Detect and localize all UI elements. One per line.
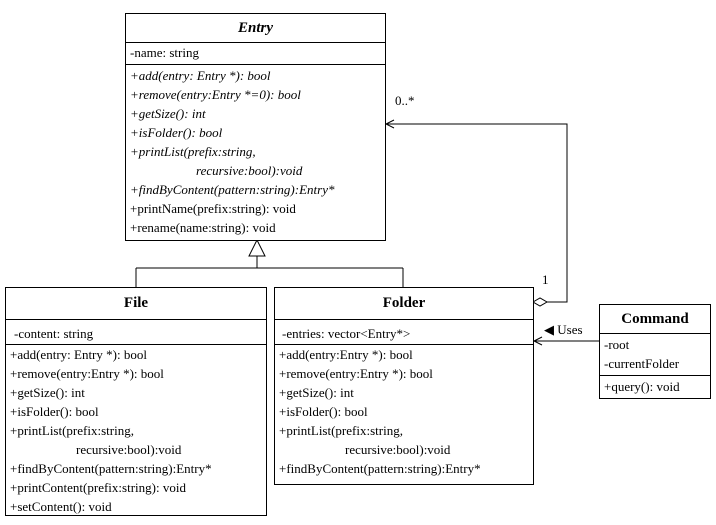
- attribute: -root: [604, 337, 630, 352]
- class-folder: [274, 287, 534, 485]
- method: +getSize(): int: [130, 106, 206, 121]
- method: +remove(entry:Entry *=0): bool: [130, 87, 301, 102]
- method: +printList(prefix:string,: [10, 423, 134, 438]
- method: +add(entry:Entry *): bool: [279, 347, 413, 362]
- multiplicity-one-label: 1: [542, 272, 549, 287]
- attribute: -name: string: [130, 45, 199, 60]
- method: +printContent(prefix:string): void: [10, 480, 186, 495]
- method: +isFolder(): bool: [10, 404, 99, 419]
- method: +isFolder(): bool: [279, 404, 368, 419]
- class-command-title: Command: [600, 305, 710, 334]
- class-command-attributes: [600, 334, 710, 376]
- class-command: [599, 304, 711, 399]
- method: +getSize(): int: [279, 385, 354, 400]
- attribute: -content: string: [14, 326, 94, 341]
- method-continuation: recursive:bool):void: [345, 442, 451, 457]
- method: +getSize(): int: [10, 385, 85, 400]
- method: +printList(prefix:string,: [279, 423, 403, 438]
- method: +query(): void: [604, 379, 680, 394]
- class-command-methods: [600, 376, 710, 396]
- method: +findByContent(pattern:string):Entry*: [10, 461, 212, 476]
- method: +add(entry: Entry *): bool: [10, 347, 147, 362]
- class-folder-attributes: [275, 320, 533, 345]
- method: +findByContent(pattern:string):Entry*: [130, 182, 335, 197]
- method: +printList(prefix:string,: [130, 144, 256, 159]
- method-continuation: recursive:bool):void: [196, 163, 303, 178]
- class-folder-title: Folder: [275, 288, 533, 320]
- method: +remove(entry:Entry *): bool: [10, 366, 164, 381]
- class-file-title: File: [6, 288, 266, 320]
- multiplicity-many-label: 0..*: [395, 93, 415, 108]
- class-file: [5, 287, 267, 516]
- method: +setContent(): void: [10, 499, 112, 514]
- method: +printName(prefix:string): void: [130, 201, 296, 216]
- aggregation-line: [386, 124, 567, 302]
- class-file-methods: [6, 345, 266, 516]
- method: +rename(name:string): void: [130, 220, 276, 235]
- class-entry-attributes: [126, 43, 385, 65]
- class-file-attributes: [6, 320, 266, 345]
- method-continuation: recursive:bool):void: [76, 442, 182, 457]
- class-entry: [125, 13, 386, 241]
- class-entry-title: Entry: [126, 14, 385, 43]
- attribute: -currentFolder: [604, 356, 680, 371]
- method: +add(entry: Entry *): bool: [130, 68, 271, 83]
- uses-label: ◀ Uses: [544, 322, 583, 337]
- aggregation-diamond: [533, 298, 547, 306]
- method: +remove(entry:Entry *): bool: [279, 366, 433, 381]
- inheritance-triangle-arrow: [249, 240, 265, 256]
- attribute: -entries: vector<Entry*>: [282, 326, 411, 341]
- method: +findByContent(pattern:string):Entry*: [279, 461, 481, 476]
- class-folder-methods: [275, 345, 533, 478]
- class-entry-methods: [126, 65, 385, 237]
- method: +isFolder(): bool: [130, 125, 223, 140]
